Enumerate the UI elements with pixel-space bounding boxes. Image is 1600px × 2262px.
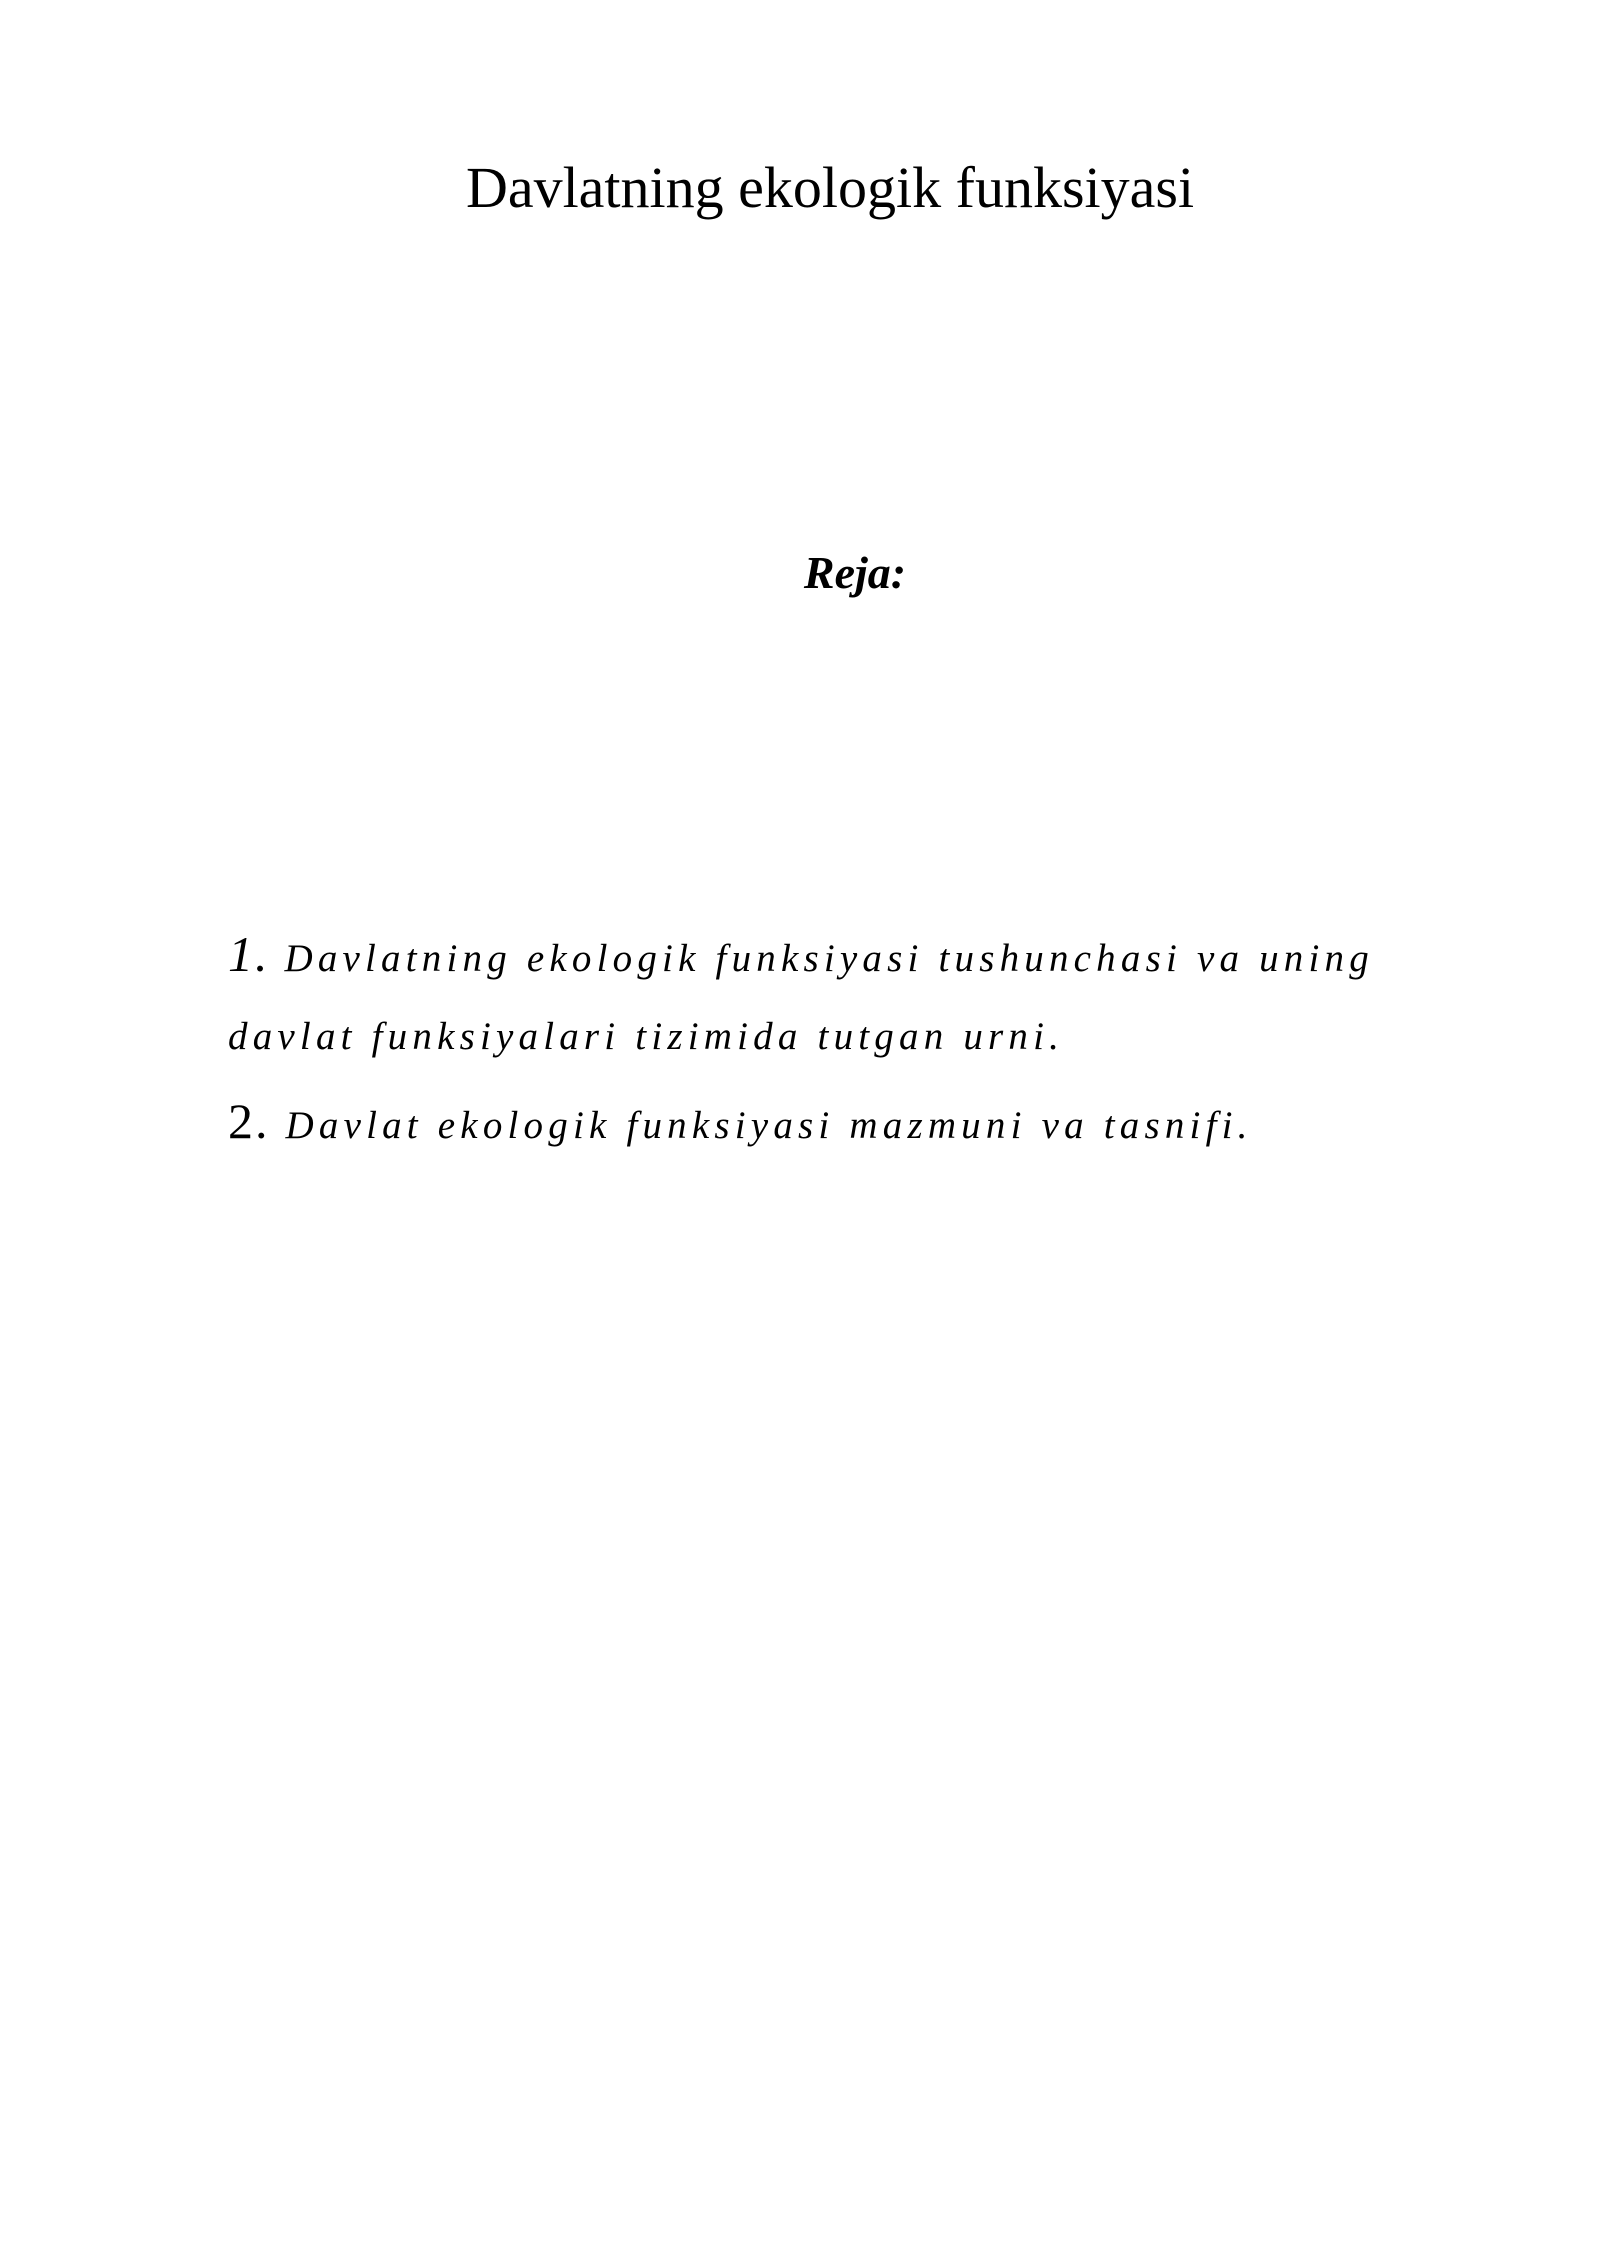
plan-item-text: Davlat ekologik funksiyasi mazmuni va tasnifi. xyxy=(285,1104,1253,1147)
plan-list xyxy=(228,915,1458,1165)
plan-item-number: 1. xyxy=(228,926,270,982)
plan-item-number: 2. xyxy=(228,1093,270,1149)
plan-item xyxy=(228,915,1458,1076)
plan-item-text: Davlatning ekologik funksiyasi tushunchasi va uning davlat funksiyalari tizimida tutgan urni. xyxy=(228,937,1374,1058)
plan-item xyxy=(228,1082,1458,1165)
document-title: Davlatning ekologik funksiyasi xyxy=(465,155,1195,220)
plan-heading: Reja: xyxy=(803,547,907,598)
